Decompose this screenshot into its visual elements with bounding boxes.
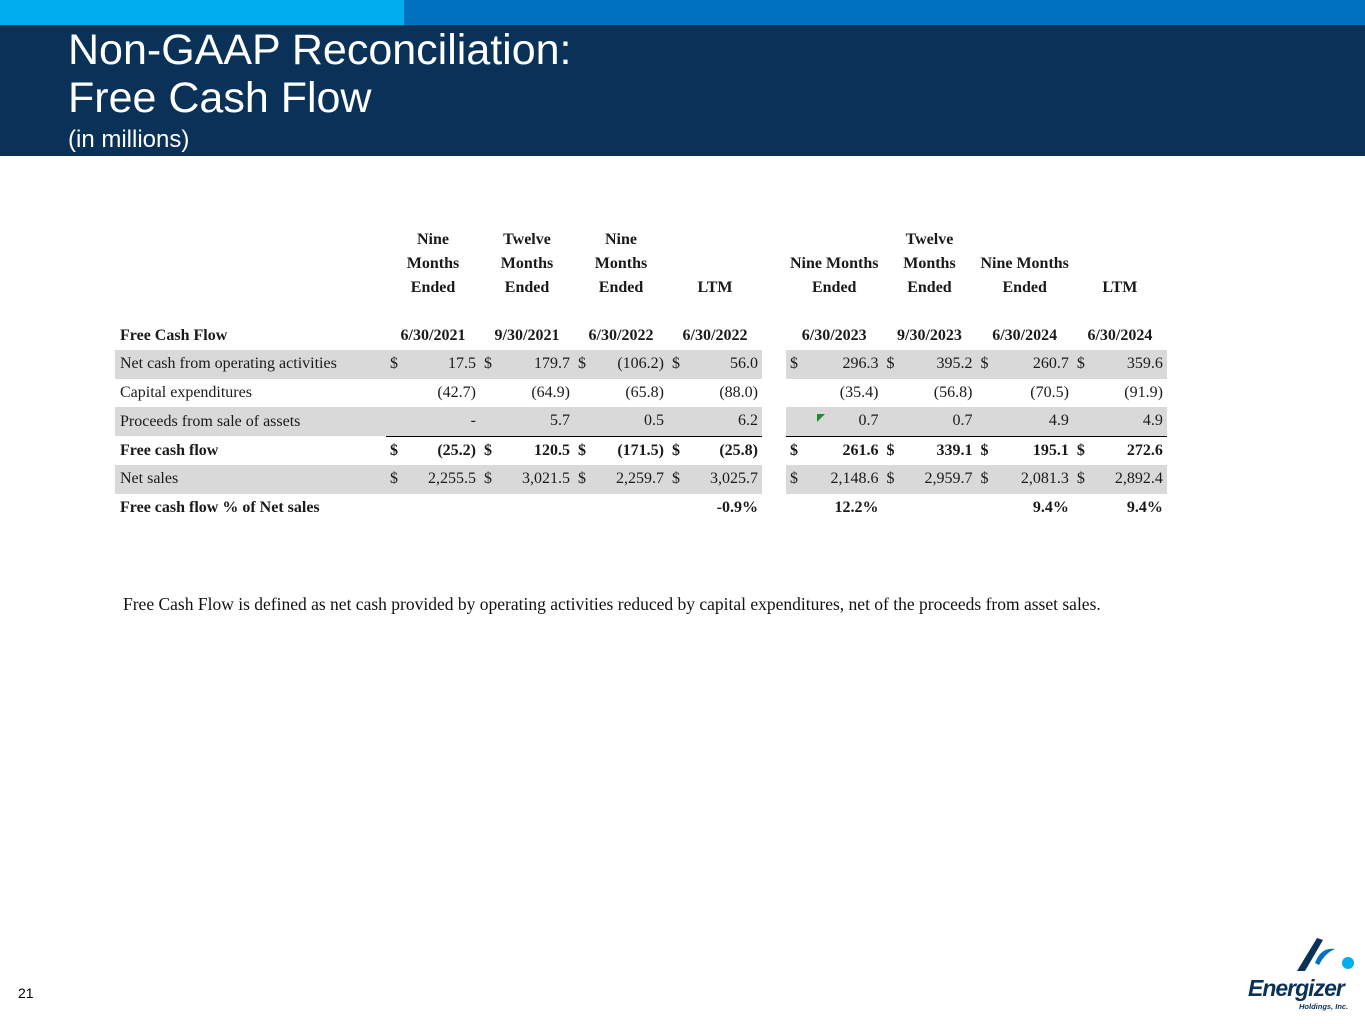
cell-value (592, 494, 668, 523)
cell-value: 9.4% (1126, 498, 1163, 516)
logo-subtext: Holdings, Inc. (1299, 1002, 1349, 1011)
dollar-sign (574, 379, 592, 408)
col-head-line: LTM (697, 279, 733, 296)
column-header (574, 228, 668, 350)
dollar-sign (1073, 379, 1091, 408)
column-header (480, 228, 574, 350)
footnote: Free Cash Flow is defined as net cash provided by operating activities reduced by capital expenditures, net of the proceeds from asset sales. (123, 594, 1101, 614)
dollar-sign (882, 494, 900, 523)
col-head-5 (903, 231, 955, 296)
dollar-sign (976, 379, 994, 408)
cell-value: 0.5 (592, 407, 668, 436)
col-date: 6/30/2022 (682, 327, 748, 344)
dollar-sign (1073, 494, 1091, 523)
column-gap (762, 228, 786, 350)
table-row (115, 379, 1167, 408)
dollar-sign: $ (668, 465, 686, 494)
cell-value: (91.9) (1124, 383, 1163, 401)
col-head-1 (501, 231, 553, 296)
col-head-line: Twelve (905, 231, 954, 248)
cell-value: 261.6 (804, 436, 882, 465)
col-head-line: Ended (811, 279, 857, 296)
col-head-line: Months (500, 255, 554, 272)
dollar-sign: $ (882, 436, 900, 465)
cell-value: 4.9 (995, 407, 1073, 436)
cell-value: 12.2% (834, 498, 879, 516)
table-body (115, 350, 1167, 522)
col-date: 9/30/2023 (897, 327, 962, 344)
dollar-sign: $ (480, 465, 498, 494)
col-date: 6/30/2024 (992, 327, 1058, 344)
cell-value: (35.4) (839, 383, 879, 401)
column-gap (762, 350, 786, 379)
cell-value: 9.4% (1032, 498, 1069, 516)
title-line-2: Free Cash Flow (68, 74, 372, 122)
dollar-sign (668, 379, 686, 408)
dollar-sign (480, 407, 498, 436)
table-row (115, 407, 1167, 436)
column-header (786, 228, 882, 350)
cell-value (498, 494, 574, 523)
dollar-sign: $ (480, 436, 498, 465)
corner-label: Free Cash Flow (120, 327, 228, 344)
cell-value: 179.7 (498, 350, 574, 379)
column-header (386, 228, 480, 350)
cell-value: 17.5 (404, 350, 480, 379)
dollar-sign (668, 494, 686, 523)
dollar-sign (668, 407, 686, 436)
dollar-sign: $ (1073, 465, 1091, 494)
col-head-7 (1102, 279, 1137, 296)
cell-value: 0.7 (900, 407, 976, 436)
col-date: 9/30/2021 (494, 327, 560, 344)
page-subtitle: (in millions) (68, 126, 190, 153)
cell-value: (65.8) (625, 383, 664, 401)
column-gap (762, 379, 786, 408)
col-head-line: Ended (410, 279, 456, 296)
cell-value: 56.0 (686, 350, 762, 379)
dollar-sign: $ (386, 465, 404, 494)
dollar-sign (574, 494, 592, 523)
dollar-sign (1073, 407, 1091, 436)
dollar-sign: $ (386, 436, 404, 465)
dollar-sign: $ (1073, 436, 1091, 465)
cell-value: 296.3 (804, 350, 882, 379)
dollar-sign: $ (668, 436, 686, 465)
col-head-line: Months (594, 255, 648, 272)
col-date: 6/30/2022 (588, 327, 654, 344)
col-head-6 (980, 255, 1068, 296)
column-gap (762, 407, 786, 436)
cell-comment-marker (817, 414, 825, 422)
col-head-line: Months (406, 255, 460, 272)
col-head-line: Months (903, 255, 956, 272)
dollar-sign: $ (882, 465, 900, 494)
cell-value: 2,259.7 (592, 465, 668, 494)
cell-value: (70.5) (1030, 383, 1069, 401)
col-date: 6/30/2021 (400, 327, 466, 344)
free-cash-flow-table (115, 228, 1167, 522)
dollar-sign: $ (882, 350, 900, 379)
dollar-sign: $ (574, 436, 592, 465)
col-head-line: Ended (907, 279, 952, 296)
cell-value: 3,025.7 (686, 465, 762, 494)
col-date: 6/30/2023 (801, 327, 867, 344)
cell-value: 5.7 (498, 407, 574, 436)
cell-value (900, 494, 976, 523)
dollar-sign: $ (1073, 350, 1091, 379)
col-head-line: Ended (1002, 279, 1047, 296)
dollar-sign: $ (786, 436, 804, 465)
column-gap (762, 465, 786, 494)
table-row (115, 494, 1167, 523)
cell-value: 2,959.7 (900, 465, 976, 494)
logo-wordmark: Energizer (1248, 975, 1344, 1001)
cell-value (404, 494, 480, 523)
cell-value: (42.7) (437, 383, 476, 401)
dollar-sign: $ (668, 350, 686, 379)
table-row (115, 465, 1167, 494)
cell-value: 339.1 (900, 436, 976, 465)
cell-value: -0.9% (716, 498, 758, 516)
dollar-sign (786, 407, 804, 436)
cell-value: (56.8) (933, 383, 973, 401)
cell-value: 4.9 (1091, 407, 1167, 436)
dollar-sign: $ (976, 465, 994, 494)
dollar-sign (480, 494, 498, 523)
dollar-sign (386, 379, 404, 408)
cell-value: (64.9) (531, 383, 570, 401)
col-date: 6/30/2024 (1087, 327, 1153, 344)
cell-value: 2,892.4 (1091, 465, 1167, 494)
col-head-line: Nine (417, 231, 449, 248)
page-number: 21 (18, 985, 34, 1001)
table-row (115, 436, 1167, 465)
row-label: Free cash flow % of Net sales (120, 498, 320, 516)
col-head-3 (698, 279, 733, 296)
col-head-line: Ended (598, 279, 644, 296)
col-head-2 (595, 231, 647, 296)
column-header (882, 228, 976, 350)
cell-value: 359.6 (1091, 350, 1167, 379)
cell-value: 2,081.3 (995, 465, 1073, 494)
top-accent-bar-light (0, 0, 404, 25)
dollar-sign: $ (976, 350, 994, 379)
row-label: Free cash flow (120, 441, 219, 459)
dollar-sign (786, 494, 804, 523)
column-gap (762, 494, 786, 523)
cell-value: 195.1 (995, 436, 1073, 465)
dollar-sign: $ (574, 465, 592, 494)
company-logo (1245, 935, 1357, 1017)
dollar-sign (882, 407, 900, 436)
dollar-sign (786, 379, 804, 408)
cell-value: (88.0) (719, 383, 758, 401)
logo-mark-icon (1245, 935, 1357, 975)
cell-value: 260.7 (995, 350, 1073, 379)
cell-value: (25.8) (686, 436, 762, 465)
cell-value: 2,255.5 (404, 465, 480, 494)
top-accent-bar (404, 0, 1365, 25)
dollar-sign (386, 494, 404, 523)
col-head-line: LTM (1102, 279, 1138, 296)
col-head-line: Nine Months (790, 255, 879, 272)
cell-value: 2,148.6 (804, 465, 882, 494)
cell-value: (106.2) (592, 350, 668, 379)
row-label: Proceeds from sale of assets (115, 407, 386, 436)
col-head-line: Ended (504, 279, 550, 296)
dollar-sign (976, 494, 994, 523)
dollar-sign: $ (786, 465, 804, 494)
cell-value: 120.5 (498, 436, 574, 465)
dollar-sign: $ (386, 350, 404, 379)
row-label: Net cash from operating activities (115, 350, 386, 379)
dollar-sign (882, 379, 900, 408)
column-header (976, 228, 1072, 350)
dollar-sign (480, 379, 498, 408)
column-gap (762, 436, 786, 465)
row-label: Net sales (115, 465, 386, 494)
table-row (115, 350, 1167, 379)
dollar-sign: $ (480, 350, 498, 379)
row-label: Capital expenditures (120, 383, 252, 401)
cell-value: (25.2) (404, 436, 480, 465)
col-head-4 (790, 255, 878, 296)
cell-value: (171.5) (592, 436, 668, 465)
dollar-sign (386, 407, 404, 436)
cell-value: - (404, 407, 480, 436)
col-head-line: Nine Months (980, 255, 1069, 272)
col-head-line: Nine (605, 231, 637, 248)
page-title (68, 26, 572, 122)
title-line-1: Non-GAAP Reconciliation: (68, 26, 572, 74)
cell-value: 3,021.5 (498, 465, 574, 494)
dollar-sign (976, 407, 994, 436)
cell-value: 395.2 (900, 350, 976, 379)
column-header (1073, 228, 1167, 350)
dollar-sign (574, 407, 592, 436)
dollar-sign: $ (574, 350, 592, 379)
cell-value: 272.6 (1091, 436, 1167, 465)
col-head-0 (407, 231, 459, 296)
col-head-line: Twelve (503, 231, 551, 248)
dollar-sign: $ (786, 350, 804, 379)
column-header (668, 228, 762, 350)
cell-value: 6.2 (686, 407, 762, 436)
cell-value: 0.7 (804, 407, 882, 436)
dollar-sign: $ (976, 436, 994, 465)
table-header-row (115, 228, 1167, 350)
